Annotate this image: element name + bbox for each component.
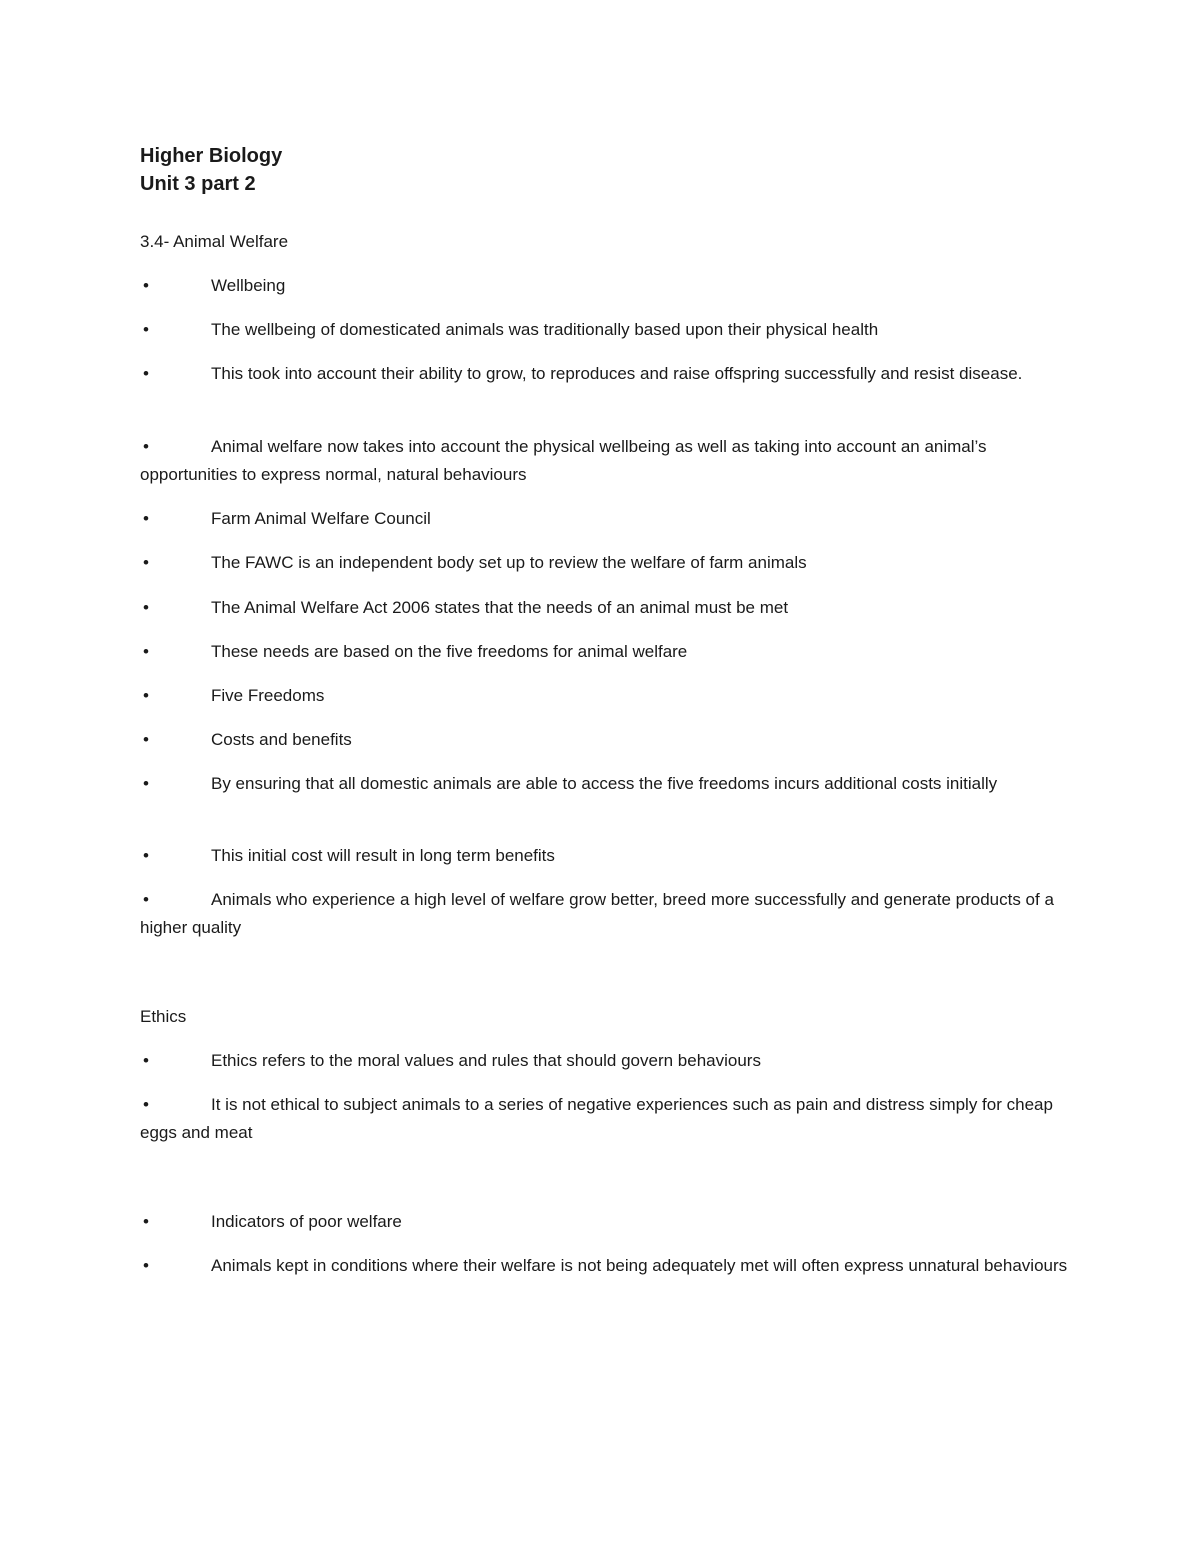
bullet-icon: •: [143, 1051, 149, 1070]
list-item-text: This took into account their ability to grow, to reproduces and raise offspring successfully and resist disease.: [211, 364, 1023, 383]
list-item-text: Indicators of poor welfare: [211, 1212, 402, 1231]
list-item: [140, 1208, 1070, 1236]
bullet-icon: •: [143, 598, 149, 617]
bullet-icon: •: [143, 437, 149, 456]
list-item: [140, 726, 1070, 754]
document-subtitle: Unit 3 part 2: [140, 173, 256, 195]
list-item: [140, 1091, 1070, 1147]
bullet-icon: •: [143, 890, 149, 909]
list-item-text: Farm Animal Welfare Council: [211, 509, 431, 528]
list-item-text: By ensuring that all domestic animals are able to access the five freedoms incurs additional costs initially: [211, 774, 998, 793]
list-item: [140, 360, 1070, 388]
list-item: [140, 316, 1070, 344]
list-item: [140, 842, 1070, 870]
list-item-text: Ethics refers to the moral values and rules that should govern behaviours: [211, 1051, 761, 1070]
bullet-icon: •: [143, 730, 149, 749]
list-item-text: Animal welfare now takes into account the physical wellbeing as well as taking into account an animal’s opportunities to express normal, natural behaviours: [140, 437, 987, 484]
bullet-icon: •: [143, 364, 149, 383]
list-item: [140, 549, 1070, 577]
document-title: Higher Biology: [140, 145, 283, 167]
bullet-icon: •: [143, 553, 149, 572]
bullet-icon: •: [143, 1095, 149, 1114]
list-item: [140, 505, 1070, 533]
list-item: [140, 1252, 1070, 1280]
list-item-text: These needs are based on the five freedoms for animal welfare: [211, 642, 688, 661]
section-heading-animal-welfare: 3.4- Animal Welfare: [140, 232, 289, 251]
list-item-text: Animals kept in conditions where their welfare is not being adequately met will often express unnatural behaviours: [211, 1256, 1068, 1275]
list-item: [140, 638, 1070, 666]
list-item-text: Five Freedoms: [211, 686, 325, 705]
list-item: [140, 594, 1070, 622]
bullet-icon: •: [143, 686, 149, 705]
list-item: [140, 1047, 1070, 1075]
list-item-text: Costs and benefits: [211, 730, 352, 749]
bullet-icon: •: [143, 1256, 149, 1275]
list-item-text: The wellbeing of domesticated animals was traditionally based upon their physical health: [211, 320, 879, 339]
list-item: [140, 886, 1070, 942]
list-item: [140, 682, 1070, 710]
list-item-text: The Animal Welfare Act 2006 states that the needs of an animal must be met: [211, 598, 789, 617]
bullet-icon: •: [143, 642, 149, 661]
list-item: [140, 272, 1070, 300]
list-item: [140, 770, 1070, 798]
bullet-icon: •: [143, 774, 149, 793]
bullet-icon: •: [143, 276, 149, 295]
list-item-text: Animals who experience a high level of welfare grow better, breed more successfully and generate products of a higher quality: [140, 890, 1054, 937]
list-item-text: Wellbeing: [211, 276, 286, 295]
bullet-icon: •: [143, 1212, 149, 1231]
list-item-text: It is not ethical to subject animals to a series of negative experiences such as pain and distress simply for cheap eggs and meat: [140, 1095, 1053, 1142]
bullet-icon: •: [143, 846, 149, 865]
list-item-text: This initial cost will result in long term benefits: [211, 846, 555, 865]
bullet-icon: •: [143, 320, 149, 339]
section-heading-ethics: Ethics: [140, 1007, 187, 1026]
list-item: [140, 433, 1070, 489]
list-item-text: The FAWC is an independent body set up to review the welfare of farm animals: [211, 553, 807, 572]
bullet-icon: •: [143, 509, 149, 528]
